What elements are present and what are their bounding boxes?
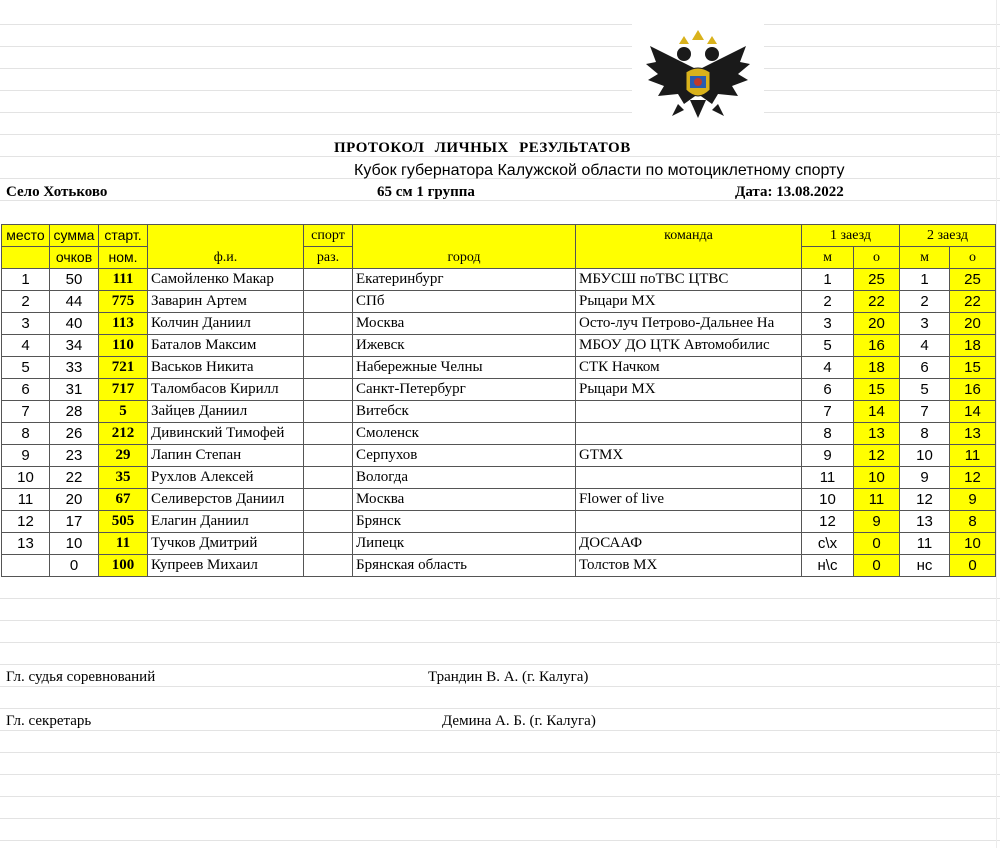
cell-start-number: 100 xyxy=(99,555,148,577)
cell-heat2-points: 9 xyxy=(950,489,996,511)
cell-heat1-place: 11 xyxy=(802,467,854,489)
cell-city: Брянск xyxy=(353,511,576,533)
cell-team: Рыцари МХ xyxy=(576,291,802,313)
cell-name: Лапин Степан xyxy=(148,445,304,467)
cell-heat2-points: 10 xyxy=(950,533,996,555)
cell-heat1-points: 13 xyxy=(854,423,900,445)
cell-name: Самойленко Макар xyxy=(148,269,304,291)
cell-heat1-points: 18 xyxy=(854,357,900,379)
table-row xyxy=(2,555,996,577)
cell-start-number: 505 xyxy=(99,511,148,533)
cell-heat1-place: с\х xyxy=(802,533,854,555)
class-group: 65 см 1 группа xyxy=(377,184,475,200)
cell-place: 1 xyxy=(2,269,50,291)
col-heat1-header: 1 заезд xyxy=(802,225,900,247)
cell-heat1-points: 11 xyxy=(854,489,900,511)
cell-heat2-place: 5 xyxy=(900,379,950,401)
cell-heat2-points: 12 xyxy=(950,467,996,489)
col-rank-header-top: спорт xyxy=(304,225,353,247)
col-city-header: город xyxy=(353,225,576,269)
cell-heat2-points: 8 xyxy=(950,511,996,533)
cell-heat1-points: 0 xyxy=(854,533,900,555)
cell-team xyxy=(576,423,802,445)
cell-heat2-points: 15 xyxy=(950,357,996,379)
cell-place: 2 xyxy=(2,291,50,313)
col-rank-header-bottom: раз. xyxy=(304,247,353,269)
cell-heat2-place: нс xyxy=(900,555,950,577)
cell-city: Смоленск xyxy=(353,423,576,445)
cell-place: 9 xyxy=(2,445,50,467)
table-row xyxy=(2,357,996,379)
col-start-header-top: старт. xyxy=(99,225,148,247)
venue: Село Хотьково xyxy=(6,184,108,200)
cell-heat1-place: 1 xyxy=(802,269,854,291)
cell-name: Рухлов Алексей xyxy=(148,467,304,489)
cell-heat1-place: 9 xyxy=(802,445,854,467)
cell-heat2-place: 13 xyxy=(900,511,950,533)
col-heat2-header: 2 заезд xyxy=(900,225,996,247)
col-team-header: команда xyxy=(576,225,802,269)
col-heat1-o-header: о xyxy=(854,247,900,269)
cell-place xyxy=(2,555,50,577)
table-row xyxy=(2,445,996,467)
cell-rank xyxy=(304,401,353,423)
cell-city: Брянская область xyxy=(353,555,576,577)
cell-place: 6 xyxy=(2,379,50,401)
col-sum-header-bottom: очков xyxy=(50,247,99,269)
cell-heat1-place: 4 xyxy=(802,357,854,379)
cell-sum: 34 xyxy=(50,335,99,357)
cell-name: Васьков Никита xyxy=(148,357,304,379)
cell-team: Осто-луч Петрово-Дальнее На xyxy=(576,313,802,335)
table-row xyxy=(2,291,996,313)
cell-start-number: 110 xyxy=(99,335,148,357)
cell-heat1-place: 7 xyxy=(802,401,854,423)
col-heat2-m-header: м xyxy=(900,247,950,269)
cell-start-number: 113 xyxy=(99,313,148,335)
table-row xyxy=(2,533,996,555)
cell-rank xyxy=(304,533,353,555)
cell-name: Колчин Даниил xyxy=(148,313,304,335)
cell-sum: 20 xyxy=(50,489,99,511)
table-row xyxy=(2,467,996,489)
cell-place: 4 xyxy=(2,335,50,357)
chief-judge-name: Трандин В. А. (г. Калуга) xyxy=(428,669,589,685)
cell-heat1-points: 12 xyxy=(854,445,900,467)
cell-heat2-place: 2 xyxy=(900,291,950,313)
cell-start-number: 29 xyxy=(99,445,148,467)
table-row xyxy=(2,269,996,291)
cell-rank xyxy=(304,379,353,401)
cell-heat1-place: 6 xyxy=(802,379,854,401)
cell-heat1-points: 0 xyxy=(854,555,900,577)
cell-heat2-place: 3 xyxy=(900,313,950,335)
cell-heat1-points: 25 xyxy=(854,269,900,291)
cell-heat2-points: 13 xyxy=(950,423,996,445)
event-date: Дата: 13.08.2022 xyxy=(735,184,844,200)
cell-sum: 28 xyxy=(50,401,99,423)
col-place-header: место xyxy=(2,225,50,247)
cell-sum: 22 xyxy=(50,467,99,489)
cell-team: ДОСААФ xyxy=(576,533,802,555)
cell-name: Купреев Михаил xyxy=(148,555,304,577)
cell-heat2-place: 10 xyxy=(900,445,950,467)
double-headed-eagle-emblem xyxy=(632,24,764,124)
cell-heat2-points: 11 xyxy=(950,445,996,467)
cell-sum: 31 xyxy=(50,379,99,401)
cell-name: Тучков Дмитрий xyxy=(148,533,304,555)
cell-start-number: 111 xyxy=(99,269,148,291)
cell-start-number: 775 xyxy=(99,291,148,313)
cell-heat2-place: 11 xyxy=(900,533,950,555)
cell-sum: 26 xyxy=(50,423,99,445)
cell-sum: 0 xyxy=(50,555,99,577)
cell-start-number: 717 xyxy=(99,379,148,401)
cell-rank xyxy=(304,511,353,533)
cell-heat1-place: 5 xyxy=(802,335,854,357)
cell-place: 11 xyxy=(2,489,50,511)
table-row xyxy=(2,401,996,423)
cell-start-number: 11 xyxy=(99,533,148,555)
cell-team: GTMX xyxy=(576,445,802,467)
cell-start-number: 35 xyxy=(99,467,148,489)
cell-rank xyxy=(304,555,353,577)
cell-sum: 33 xyxy=(50,357,99,379)
cell-place: 12 xyxy=(2,511,50,533)
cell-rank xyxy=(304,269,353,291)
chief-judge-label: Гл. судья соревнований xyxy=(6,669,156,685)
cell-heat2-place: 12 xyxy=(900,489,950,511)
cell-heat1-points: 16 xyxy=(854,335,900,357)
cell-city: Москва xyxy=(353,313,576,335)
cell-heat2-place: 7 xyxy=(900,401,950,423)
cell-heat1-points: 15 xyxy=(854,379,900,401)
cell-place: 5 xyxy=(2,357,50,379)
cell-heat1-points: 20 xyxy=(854,313,900,335)
cell-heat2-points: 25 xyxy=(950,269,996,291)
cell-place: 8 xyxy=(2,423,50,445)
cell-sum: 23 xyxy=(50,445,99,467)
cell-rank xyxy=(304,467,353,489)
cell-heat2-place: 8 xyxy=(900,423,950,445)
col-heat2-o-header: о xyxy=(950,247,996,269)
cell-sum: 50 xyxy=(50,269,99,291)
cell-city: Москва xyxy=(353,489,576,511)
cell-heat2-points: 18 xyxy=(950,335,996,357)
cell-team: Flower of live xyxy=(576,489,802,511)
cell-team: СТК Начком xyxy=(576,357,802,379)
table-row xyxy=(2,379,996,401)
cell-start-number: 721 xyxy=(99,357,148,379)
col-sum-header-top: сумма xyxy=(50,225,99,247)
cell-team: МБУСШ поТВС ЦТВС xyxy=(576,269,802,291)
cell-heat1-place: 8 xyxy=(802,423,854,445)
cell-rank xyxy=(304,335,353,357)
table-row xyxy=(2,313,996,335)
cell-name: Елагин Даниил xyxy=(148,511,304,533)
cell-city: Ижевск xyxy=(353,335,576,357)
cell-heat2-place: 4 xyxy=(900,335,950,357)
results-table xyxy=(1,224,996,577)
cell-rank xyxy=(304,445,353,467)
cell-team xyxy=(576,401,802,423)
cell-city: Витебск xyxy=(353,401,576,423)
cell-city: Набережные Челны xyxy=(353,357,576,379)
cell-start-number: 212 xyxy=(99,423,148,445)
cell-heat1-points: 9 xyxy=(854,511,900,533)
chief-secretary-label: Гл. секретарь xyxy=(6,713,92,729)
cell-name: Дивинский Тимофей xyxy=(148,423,304,445)
cell-sum: 40 xyxy=(50,313,99,335)
col-place-header-bottom xyxy=(2,247,50,269)
cell-heat2-points: 14 xyxy=(950,401,996,423)
cell-heat2-place: 1 xyxy=(900,269,950,291)
cell-rank xyxy=(304,489,353,511)
cell-name: Селиверстов Даниил xyxy=(148,489,304,511)
cell-city: Санкт-Петербург xyxy=(353,379,576,401)
cell-start-number: 67 xyxy=(99,489,148,511)
cell-start-number: 5 xyxy=(99,401,148,423)
cell-name: Баталов Максим xyxy=(148,335,304,357)
col-start-header-bottom: ном. xyxy=(99,247,148,269)
table-row xyxy=(2,511,996,533)
chief-secretary-name: Демина А. Б. (г. Калуга) xyxy=(442,713,596,729)
cell-sum: 10 xyxy=(50,533,99,555)
cell-heat1-points: 10 xyxy=(854,467,900,489)
cell-team: МБОУ ДО ЦТК Автомобилис xyxy=(576,335,802,357)
cell-heat1-points: 14 xyxy=(854,401,900,423)
cell-place: 3 xyxy=(2,313,50,335)
cell-heat2-points: 20 xyxy=(950,313,996,335)
table-row xyxy=(2,489,996,511)
cell-city: Серпухов xyxy=(353,445,576,467)
cell-city: Липецк xyxy=(353,533,576,555)
cell-place: 10 xyxy=(2,467,50,489)
cell-team: Рыцари МХ xyxy=(576,379,802,401)
cell-name: Зайцев Даниил xyxy=(148,401,304,423)
header-row-1 xyxy=(2,225,996,247)
cell-team xyxy=(576,511,802,533)
cell-heat1-place: 12 xyxy=(802,511,854,533)
cell-sum: 17 xyxy=(50,511,99,533)
cell-place: 7 xyxy=(2,401,50,423)
cell-rank xyxy=(304,291,353,313)
cell-heat2-points: 0 xyxy=(950,555,996,577)
cell-name: Заварин Артем xyxy=(148,291,304,313)
cell-city: Екатеринбург xyxy=(353,269,576,291)
cell-team: Толстов МХ xyxy=(576,555,802,577)
cell-heat2-place: 6 xyxy=(900,357,950,379)
cell-heat1-place: н\с xyxy=(802,555,854,577)
cell-heat1-points: 22 xyxy=(854,291,900,313)
cell-heat2-place: 9 xyxy=(900,467,950,489)
cell-heat2-points: 16 xyxy=(950,379,996,401)
cell-sum: 44 xyxy=(50,291,99,313)
cell-city: СПб xyxy=(353,291,576,313)
cell-rank xyxy=(304,357,353,379)
cell-team xyxy=(576,467,802,489)
cell-heat2-points: 22 xyxy=(950,291,996,313)
cell-place: 13 xyxy=(2,533,50,555)
table-row xyxy=(2,335,996,357)
cell-heat1-place: 2 xyxy=(802,291,854,313)
page-title: ПРОТОКОЛ ЛИЧНЫХ РЕЗУЛЬТАТОВ xyxy=(334,140,631,156)
cell-rank xyxy=(304,313,353,335)
col-name-header: ф.и. xyxy=(148,225,304,269)
col-heat1-m-header: м xyxy=(802,247,854,269)
table-row xyxy=(2,423,996,445)
cell-heat1-place: 3 xyxy=(802,313,854,335)
cell-name: Таломбасов Кирилл xyxy=(148,379,304,401)
competition-subtitle: Кубок губернатора Калужской области по мотоциклетному спорту xyxy=(354,162,845,179)
cell-city: Вологда xyxy=(353,467,576,489)
cell-heat1-place: 10 xyxy=(802,489,854,511)
cell-rank xyxy=(304,423,353,445)
